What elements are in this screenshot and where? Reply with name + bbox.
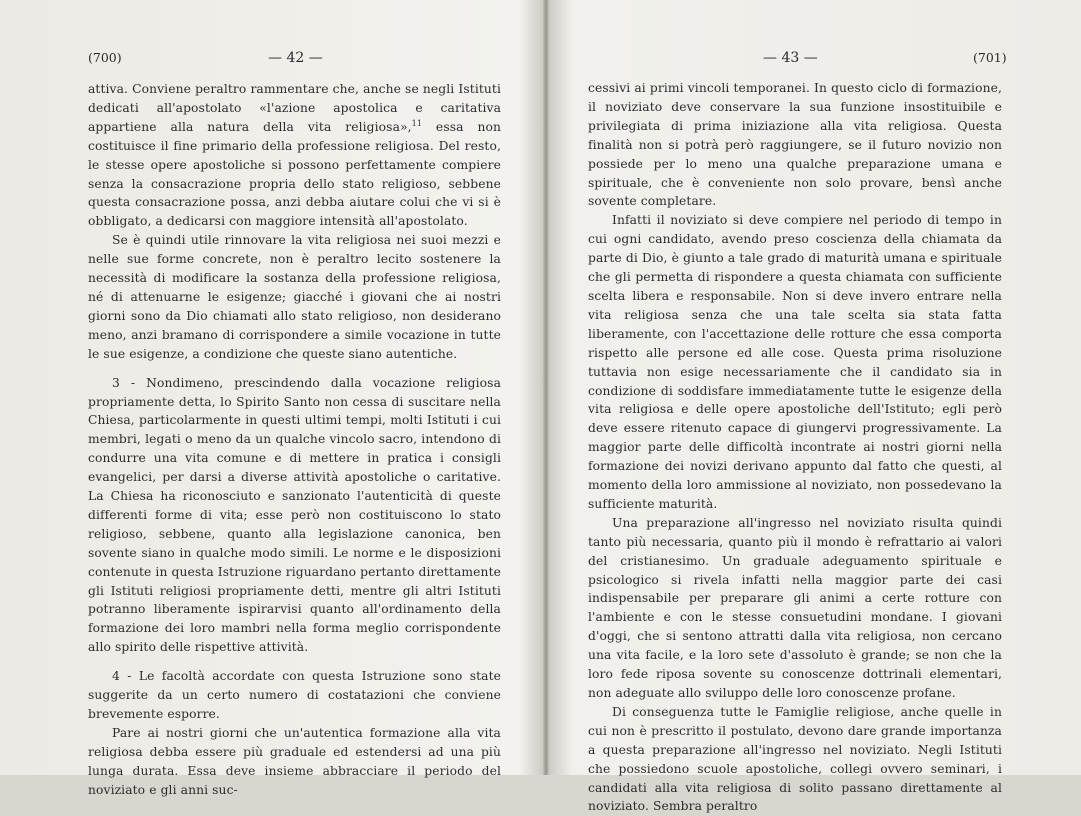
right-header-number: (701) [973, 50, 1007, 65]
right-page [545, 0, 1081, 814]
right-paragraph-3: Una preparazione all'ingresso nel noviziato risulta quindi tanto più necessaria, quanto più il mondo è refrattario ai valori del cristianesimo. Un graduale adeguamento spirituale e psicologico si rivela infatti nella maggior parte dei casi indispensabile per preparare gli animi a certe rotture con l'ambiente e con le stesse consuetudini mondane. I giovani d'oggi, che si sentono attratti dalla vita religiosa, non cercano una vita facile, e la loro sete d'assoluto è grande; se non che la loro fede riposa sovente su conoscenze dottrinali elementari, non adeguate allo sviluppo delle loro conoscenze profane. [588, 515, 1002, 700]
right-text-block [588, 79, 1002, 816]
left-paragraph-2: Se è quindi utile rinnovare la vita religiosa nei suoi mezzi e nelle sue forme concrete, non è peraltro lecito sostenere la necessità di modificare la sostanza della professione religiosa, né di attenuarne le esigenze; giacché i giovani che ai nostri giorni sono da Dio chiamati allo stato religioso, non desiderano meno, anzi bramano di corrispondere a simile vocazione in tutte le sue esigenze, a condizione che queste siano autentiche. [88, 233, 501, 361]
right-paragraph-1: cessivi ai primi vincoli temporanei. In questo ciclo di formazione, il noviziato deve conservare la sua funzione insostituibile e privilegiata di prima iniziazione alla vita religiosa. Questa finalità non si potrà però raggiungere, se il futuro novizio non possiede per lo meno una qualche preparazione umana e spirituale, che è conveniente non solo provare, bensì anche sovente completare. [588, 81, 1002, 209]
right-paragraph-4: Di conseguenza tutte le Famiglie religiose, anche quelle in cui non è prescritto il postulato, devono dare grande importanza a questa preparazione all'ingresso nel noviziato. Negli Istituti che possiedono scuole apostoliche, collegi ovvero seminari, i candidati alla vita religiosa di solito passano direttamente al noviziato. Sembra peraltro [588, 704, 1002, 814]
left-header-number: (700) [88, 50, 122, 65]
right-folio: — 43 — [763, 50, 818, 66]
left-folio: — 42 — [268, 50, 323, 66]
right-paragraph-2: Infatti il noviziato si deve compiere nel periodo di tempo in cui ogni candidato, avendo preso coscienza della chiamata da parte di Dio, è giunto a tale grado di maturità umana e spirituale che gli permetta di rispondere a questa chiamata con sufficiente scelta libera e responsabile. Non si deve invero entrare nella vita religiosa senza che una tale scelta sia stata fatta liberamente, con l'accettazione delle rotture che essa comporta rispetto alle persone ed alle cose. Questa prima risoluzione tuttavia non esige necessariamente che il candidato sia in condizione di soddisfare immediatamente tutte le esigenze della vita religiosa e delle opere apostoliche dell'Istituto; egli però deve essere ritenuto capace di giungervi progressivamente. La maggior parte delle difficoltà incontrate ai nostri giorni nella formazione dei novizi derivano appunto dal fatto che questi, al momento della loro ammissione al noviziato, non possedevano la sufficiente maturità. [588, 213, 1002, 511]
left-paragraph-3: 3 - Nondimeno, prescindendo dalla vocazione religiosa propriamente detta, lo Spirito Santo non cessa di suscitare nella Chiesa, particolarmente in questi ultimi tempi, molti Istituti i cui membri, legati o meno da un qualche vincolo sacro, intendono di condurre una vita comune e di mettere in pratica i consigli evangelici, per darsi a diverse attività apostoliche o caritative. La Chiesa ha riconosciuto e sanzionato l'autenticità di queste differenti forme di vita; esse però non costituiscono lo stato religioso, sebbene, quanto alla legislazione canonica, ben sovente siano in qualche modo simili. Le norme e le disposizioni contenute in questa Istruzione riguardano pertanto direttamente gli Istituti religiosi propriamente detti, mentre gli altri Istituti potranno liberamente ispirarvisi quanto all'ordinamento della formazione dei loro mambri nella forma meglio corrispondente allo spirito delle rispettive attività. [88, 375, 501, 655]
left-paragraph-1: attiva. Conviene peraltro rammentare che, anche se negli Istituti dedicati all'apostolato «l'azione apostolica e caritativa appartiene alla natura della vita religiosa»,$^{11}$ essa non costituisce il fine primario della professione religiosa. Del resto, le stesse opere apostoliche si possono perfettamente compiere senza la consacrazione propria dello stato religioso, sebbene questa consacrazione possa, anzi debba aiutare colui che vi si è obbligato, a dedicarsi con maggiore intensità all'apostolato. [88, 82, 501, 229]
footnote-ref: 11 [411, 118, 423, 128]
left-paragraph-4: 4 - Le facoltà accordate con questa Istruzione sono state suggerite da un certo numero di costatazioni che conviene brevemente esporre. [88, 669, 501, 721]
left-paragraph-5: Pare ai nostri giorni che un'autentica formazione alla vita religiosa debba essere più graduale ed estendersi ad una più lunga durata. Essa deve insieme abbracciare il periodo del noviziato e gli anni suc- [88, 725, 501, 797]
left-text-block [88, 80, 501, 800]
left-page [0, 0, 545, 797]
